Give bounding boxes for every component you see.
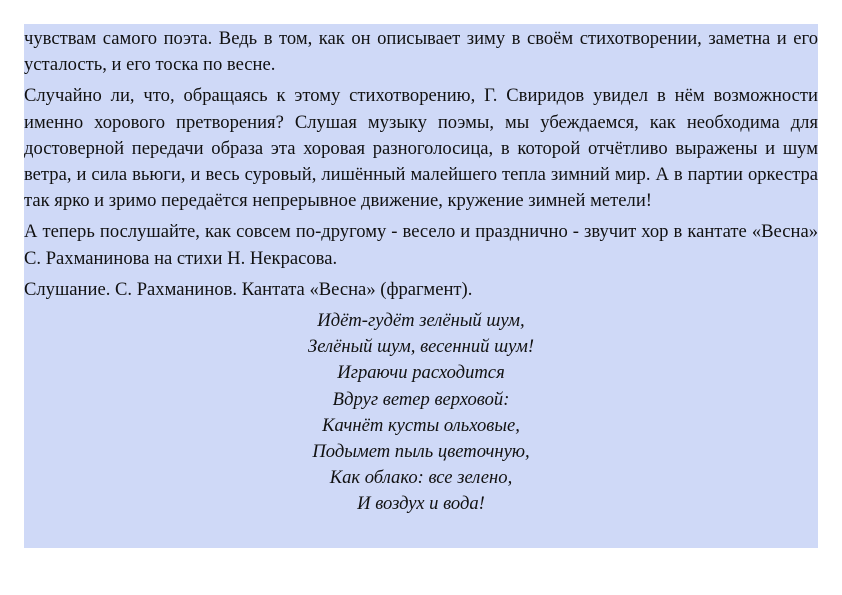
poem-line: Подымет пыль цветочную,	[312, 440, 530, 462]
paragraph-listening: Слушание. С. Рахманинов. Кантата «Весна» (фрагмент).	[24, 278, 473, 300]
poem-line: И воздух и вода!	[357, 493, 485, 515]
paragraph-intro: чувствам самого поэта. Ведь в том, как он описывает зиму в своём стихотворении, заметна и его усталость, и его тоска по весне.	[24, 28, 818, 76]
paragraph-rachmaninov: А теперь послушайте, как совсем по-другому - весело и празднично - звучит хор в кантате «Весна» С. Рахманинова на стихи Н. Некрасова.	[24, 221, 818, 269]
poem-line: Идёт-гудёт зелёный шум,	[317, 310, 525, 332]
paragraph-sviridov: Случайно ли, что, обращаясь к этому стихотворению, Г. Свиридов увидел в нём возможности именно хорового претворения? Слушая музыку поэмы, мы убеждаемся, как необходима для достоверной передачи образа эта хоровая разноголосица, в которой отчётливо выражены и шум ветра, и сила вьюги, и весь суровый, лишённый малейшего тепла зимний мир. А в партии оркестра так ярко и зримо передаётся непрерывное движение, кружение зимней метели!	[24, 85, 818, 212]
poem-line: Играючи расходится	[337, 362, 505, 384]
highlighted-text-block	[24, 24, 818, 548]
poem-line: Качнёт кусты ольховые,	[322, 414, 520, 436]
poem-excerpt	[24, 308, 818, 518]
poem-line: Как облако: все зелено,	[329, 467, 513, 489]
poem-line: Зелёный шум, весенний шум!	[307, 336, 535, 358]
poem-line: Вдруг ветер верховой:	[332, 388, 510, 410]
